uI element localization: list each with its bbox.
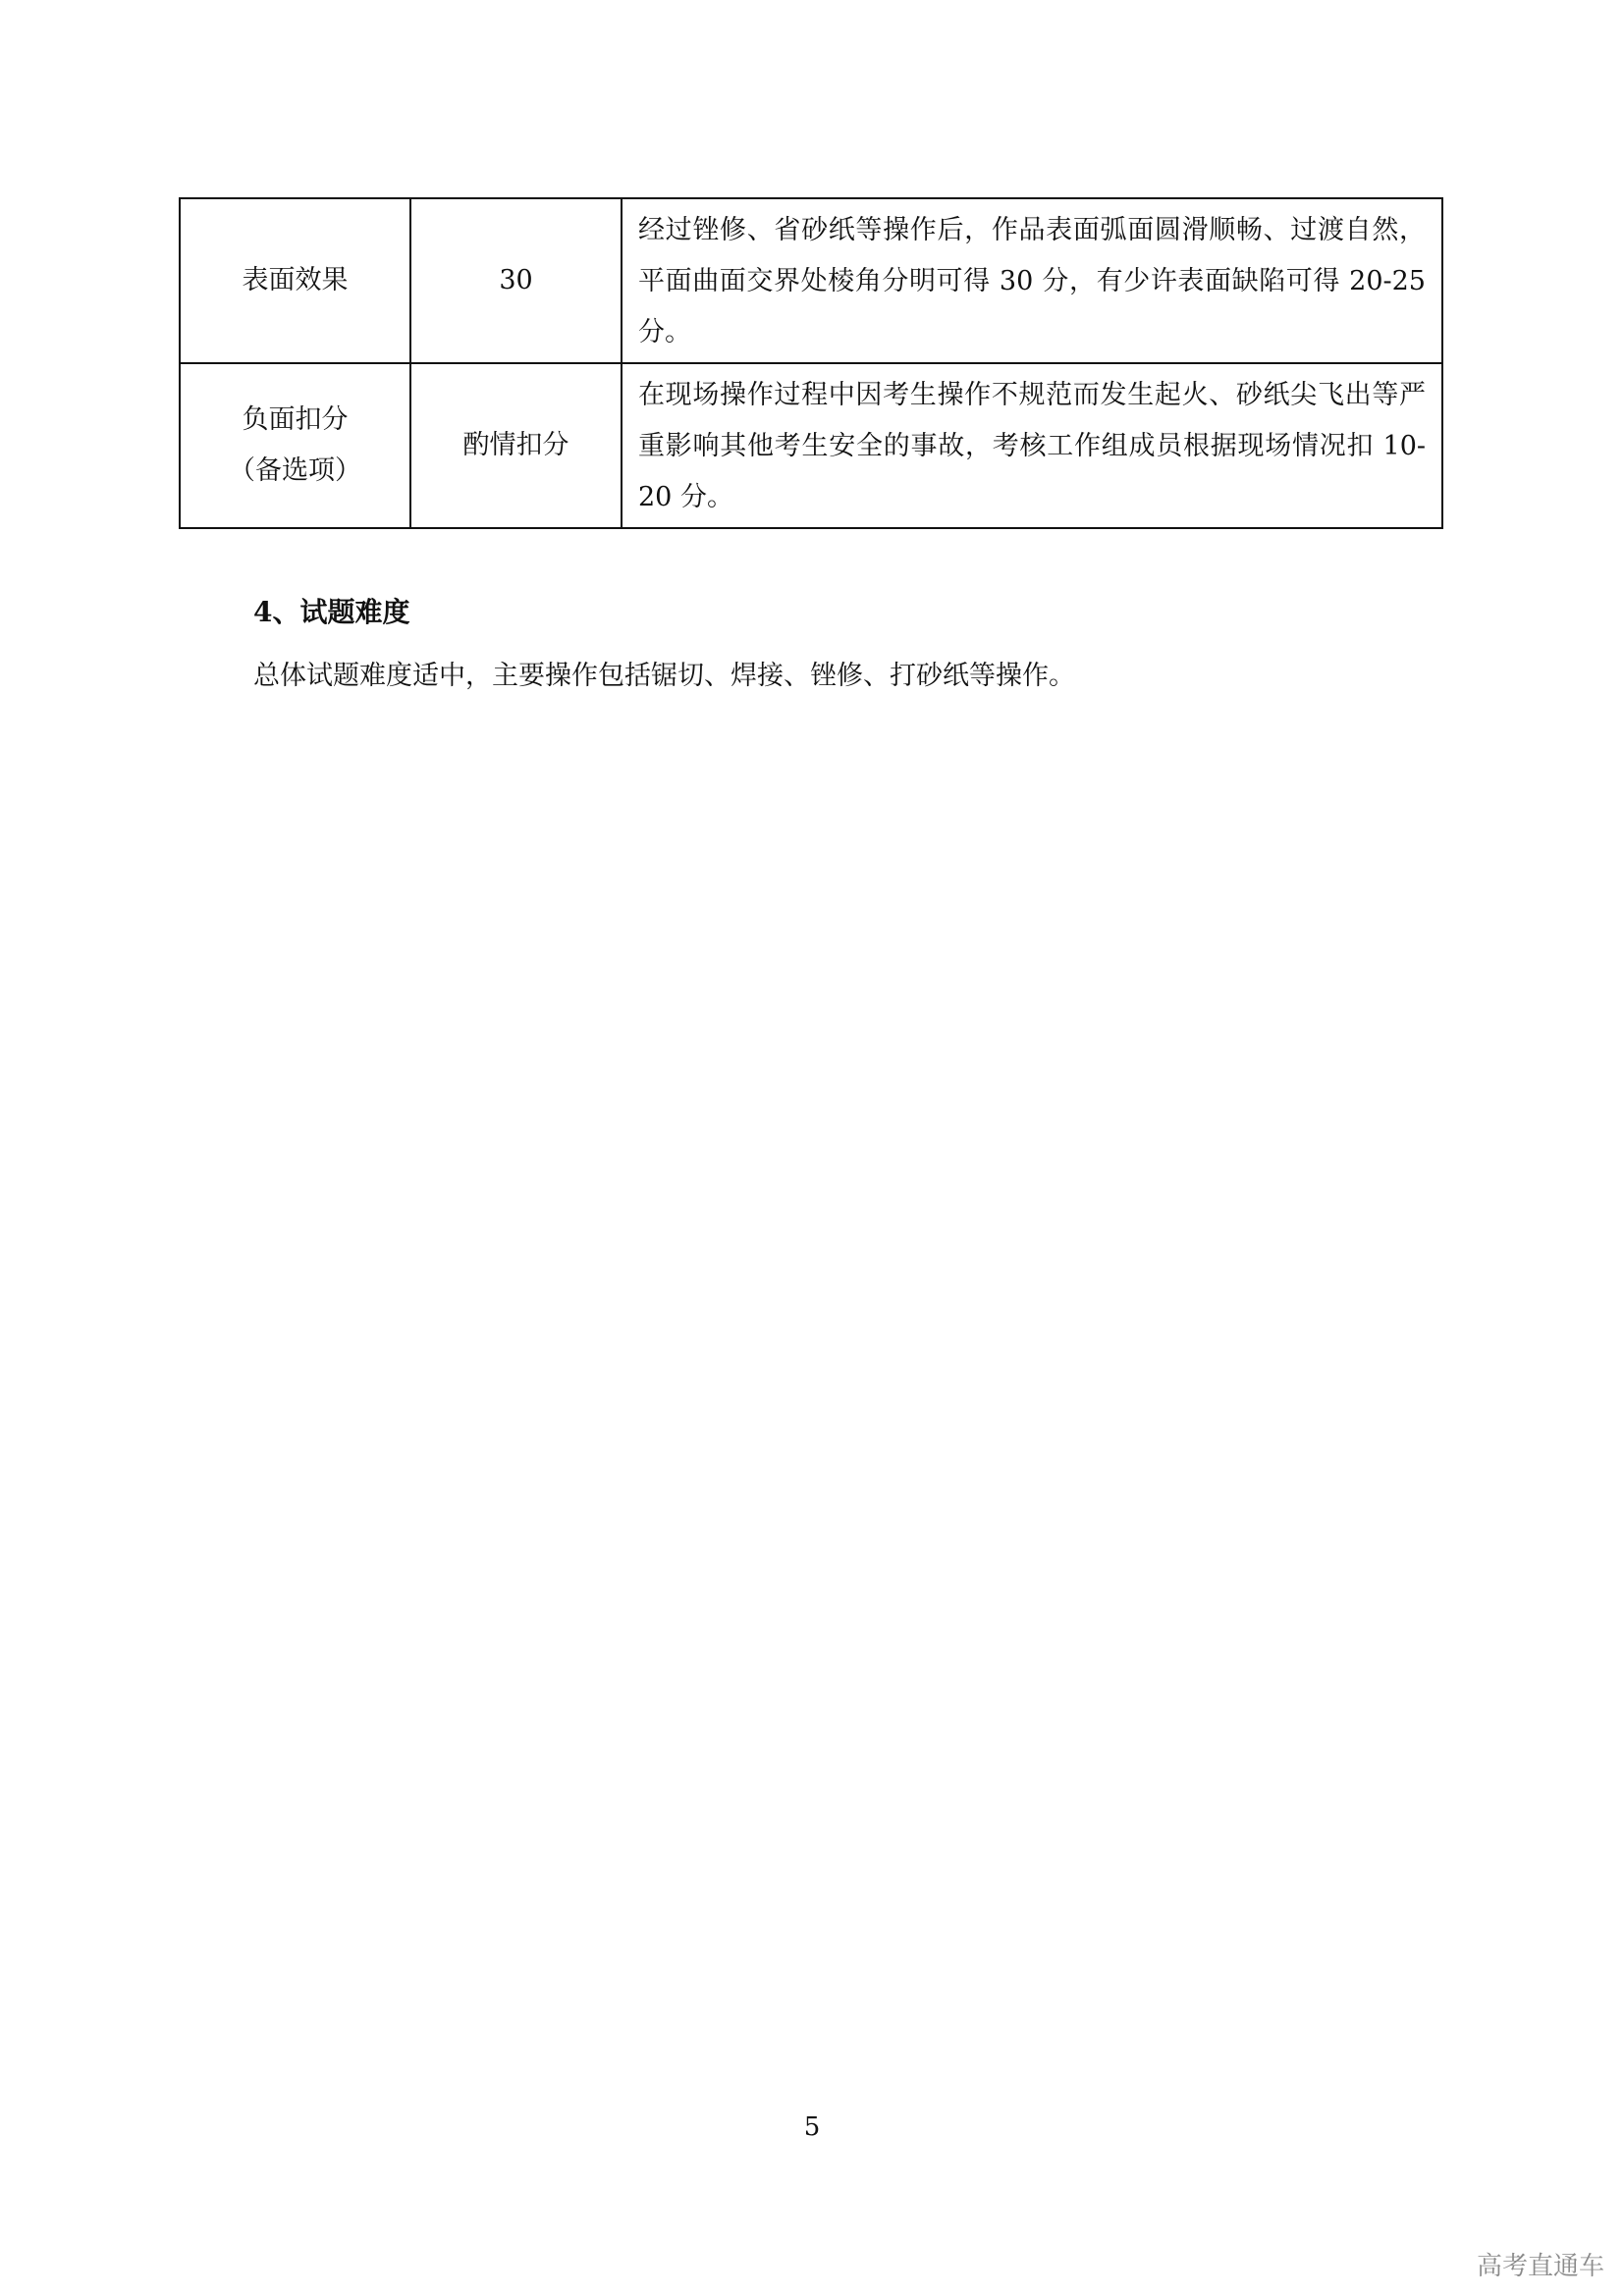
- score-cell: 30: [410, 198, 622, 363]
- item-cell: 表面效果: [180, 198, 410, 363]
- item-cell: [180, 363, 410, 528]
- watermark: 高考直通车: [1476, 2252, 1604, 2281]
- criteria-cell: 经过锉修、省砂纸等操作后，作品表面弧面圆滑顺畅、过渡自然，平面曲面交界处棱角分明可得 30 分，有少许表面缺陷可得 20-25 分。: [622, 198, 1442, 363]
- section-paragraph: 总体试题难度适中，主要操作包括锯切、焊接、锉修、打砂纸等操作。: [253, 661, 1075, 691]
- scoring-table: [179, 197, 1443, 529]
- page-number: 5: [803, 2112, 821, 2142]
- table-row: [180, 198, 1442, 363]
- item-note: （备选项）: [229, 455, 361, 486]
- table-row: [180, 363, 1442, 528]
- item-label: 负面扣分: [242, 404, 349, 435]
- criteria-cell: 在现场操作过程中因考生操作不规范而发生起火、砂纸尖飞出等严重影响其他考生安全的事故，考核工作组成员根据现场情况扣 10-20 分。: [622, 363, 1442, 528]
- section-heading: 4、试题难度: [253, 596, 410, 628]
- score-cell: 酌情扣分: [410, 363, 622, 528]
